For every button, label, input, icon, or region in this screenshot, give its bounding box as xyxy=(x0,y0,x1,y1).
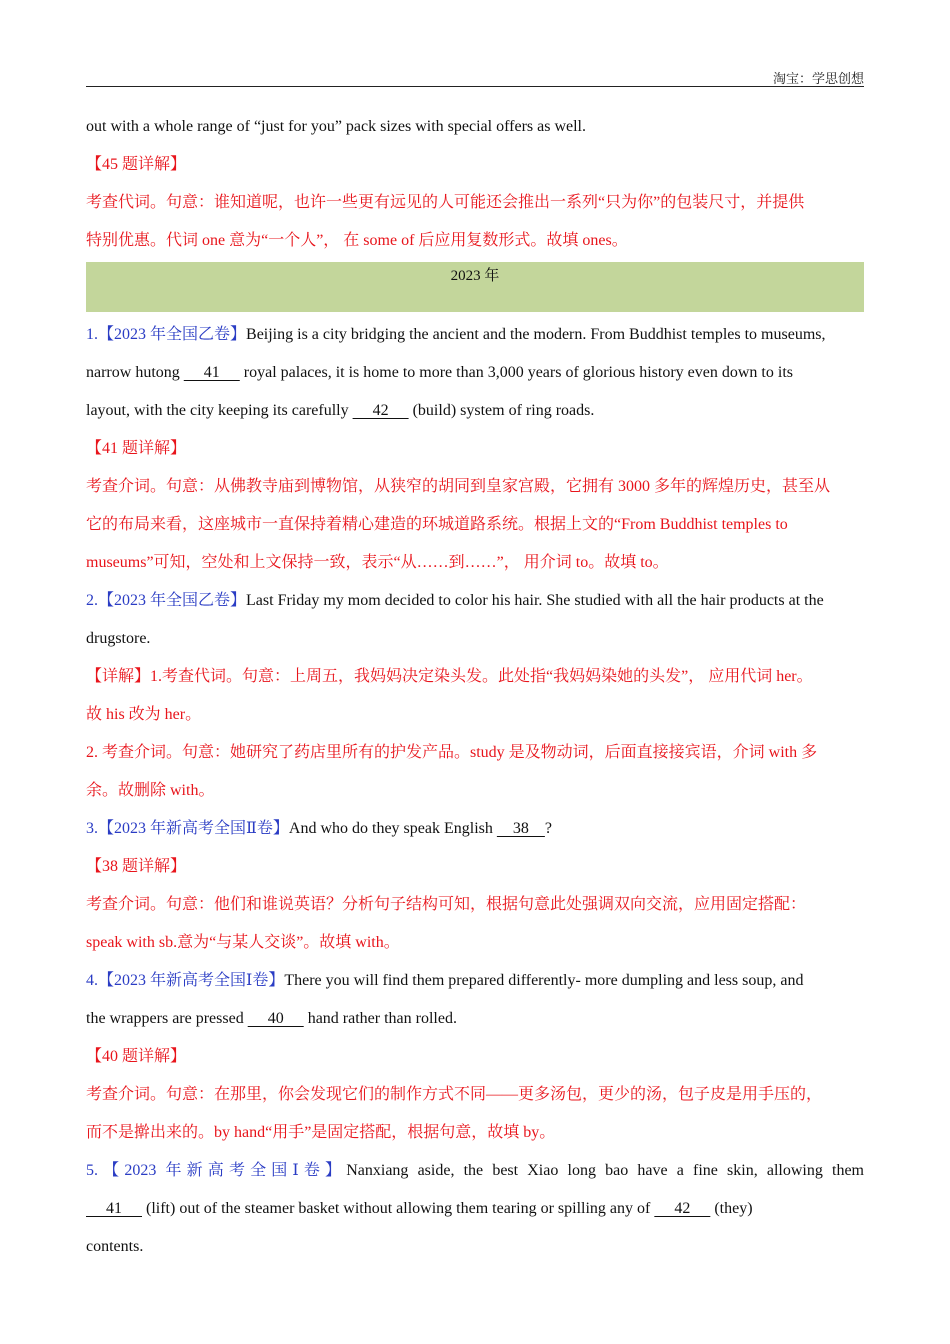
q41-line1: 考查介词。句意：从佛教寺庙到博物馆，从狭窄的胡同到皇家宫殿，它拥有 3000 多年的辉煌历史，甚至从 xyxy=(86,478,831,495)
document-body xyxy=(86,108,864,1266)
q1-line3 xyxy=(86,392,864,430)
q5-blank-41: 41 xyxy=(86,1200,142,1217)
q38-line2: speak with sb.意为“与某人交谈”。故填 with。 xyxy=(86,934,400,951)
q3-line1 xyxy=(86,810,864,848)
q40-title: 【40 题详解】 xyxy=(86,1048,187,1065)
q2-detail1-b: 故 his 改为 her。 xyxy=(86,706,202,723)
q5-number: 5. xyxy=(86,1162,98,1179)
q4-number: 4. xyxy=(86,972,98,989)
q1-number: 1. xyxy=(86,326,98,343)
q2-detail1-a: 【详解】1.考查代词。句意：上周五，我妈妈决定染头发。此处指“我妈妈染她的头发”， 应用代词 her。 xyxy=(86,668,813,685)
q5-line2 xyxy=(86,1190,864,1228)
q1-text-b2: royal palaces, it is home to more than 3,000 years of glorious history even down to its xyxy=(239,364,793,381)
intro-line: out with a whole range of “just for you” pack sizes with special offers as well. xyxy=(86,118,586,135)
q1-text-c2: (build) system of ring roads. xyxy=(408,402,595,419)
q4-tag: 【2023 年新高考全国Ⅰ卷】 xyxy=(98,972,285,989)
q4-text-a: There you will find them prepared differently- more dumpling and less soup, and xyxy=(284,972,804,989)
q1-text-a: Beijing is a city bridging the ancient and the modern. From Buddhist temples to museums, xyxy=(246,326,826,343)
q2-number: 2. xyxy=(86,592,98,609)
q5-text-b1: (lift) out of the steamer basket without allowing them tearing or spilling any of xyxy=(142,1200,655,1217)
q1-line2 xyxy=(86,354,864,392)
q2-detail2-b: 余。故删除 with。 xyxy=(86,782,215,799)
q3-text-a: And who do they speak English xyxy=(288,820,497,837)
q2-line1 xyxy=(86,582,864,620)
header-text: 淘宝：学思创想 xyxy=(772,72,864,87)
q38-title: 【38 题详解】 xyxy=(86,858,187,875)
q5-line1 xyxy=(86,1152,864,1190)
page-header xyxy=(86,68,864,87)
q41-title: 【41 题详解】 xyxy=(86,440,187,457)
q45-line2: 特别优惠。代词 one 意为“一个人”， 在 some of 后应用复数形式。故填 ones。 xyxy=(86,232,628,249)
q41-line2: 它的布局来看，这座城市一直保持着精心建造的环城道路系统。根据上文的“From Buddhist temples to xyxy=(86,516,788,533)
q2-line2: drugstore. xyxy=(86,630,151,647)
q40-line2: 而不是擀出来的。by hand“用手”是固定搭配，根据句意，故填 by。 xyxy=(86,1124,556,1141)
q5-text-a: Nanxiang aside, the best Xiao long bao have a fine skin, allowing them xyxy=(346,1162,864,1179)
q40-line1: 考查介词。句意：在那里，你会发现它们的制作方式不同——更多汤包，更少的汤，包子皮是用手压的， xyxy=(86,1086,823,1103)
q4-text-b1: the wrappers are pressed xyxy=(86,1010,248,1027)
q3-text-b: ? xyxy=(544,820,552,837)
q1-tag: 【2023 年全国乙卷】 xyxy=(98,326,247,343)
q2-detail2-a: 2. 考查介词。句意：她研究了药店里所有的护发产品。study 是及物动词，后面直接接宾语，介词 with 多 xyxy=(86,744,818,761)
q4-text-b2: hand rather than rolled. xyxy=(303,1010,457,1027)
q45-title: 【45 题详解】 xyxy=(86,156,187,173)
q5-line3: contents. xyxy=(86,1238,144,1255)
q2-tag: 【2023 年全国乙卷】 xyxy=(98,592,247,609)
q1-text-c1: layout, with the city keeping its carefully xyxy=(86,402,353,419)
q3-blank-38: 38 xyxy=(496,820,545,837)
q1-blank-42: 42 xyxy=(352,402,409,419)
q4-line2 xyxy=(86,1000,864,1038)
q1-text-b1: narrow hutong xyxy=(86,364,184,381)
q1-blank-41: 41 xyxy=(183,364,240,381)
q1-line1 xyxy=(86,316,864,354)
q38-line1: 考查介词。句意：他们和谁说英语？分析句子结构可知，根据句意此处强调双向交流，应用固定搭配： xyxy=(86,896,807,913)
q5-text-b2: (they) xyxy=(710,1200,753,1217)
q4-line1 xyxy=(86,962,864,1000)
q2-text-a: Last Friday my mom decided to color his hair. She studied with all the hair products at the xyxy=(246,592,824,609)
q3-number: 3. xyxy=(86,820,98,837)
q5-tag: 【2023 年新高考全国Ⅰ卷】 xyxy=(98,1162,347,1179)
q41-line3: museums”可知，空处和上文保持一致，表示“从……到……”， 用介词 to。故填 to。 xyxy=(86,554,669,571)
q45-line1: 考查代词。句意：谁知道呢，也许一些更有远见的人可能还会推出一系列“只为你”的包装尺寸，并提供 xyxy=(86,194,805,211)
q4-blank-40: 40 xyxy=(247,1010,304,1027)
q5-blank-42: 42 xyxy=(654,1200,711,1217)
q3-tag: 【2023 年新高考全国Ⅱ卷】 xyxy=(98,820,289,837)
year-section-bar xyxy=(86,262,864,312)
year-section-label: 2023 年 xyxy=(450,268,500,284)
